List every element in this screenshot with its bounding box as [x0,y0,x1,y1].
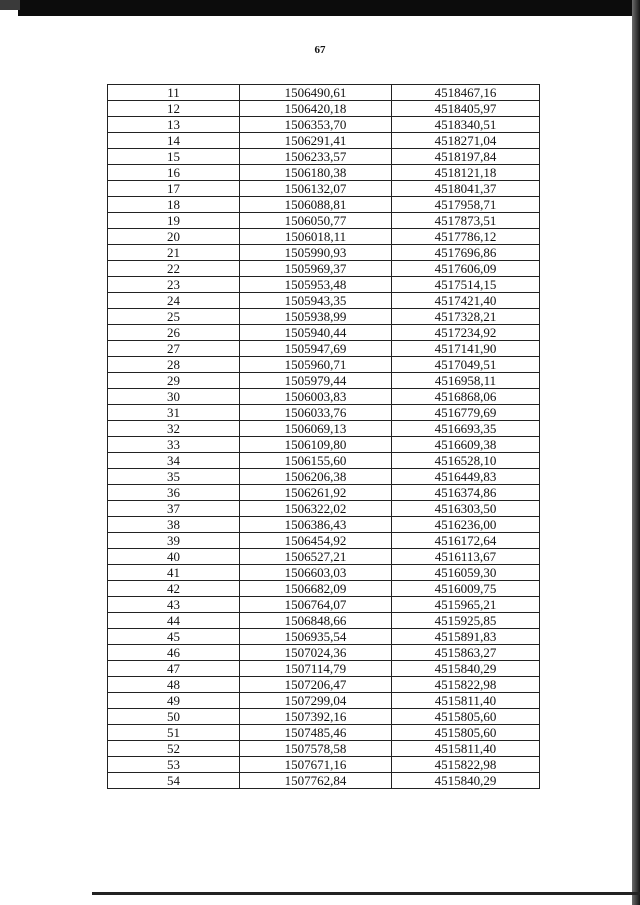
y-coordinate-cell: 4515925,85 [392,613,540,629]
point-number-cell: 48 [108,677,240,693]
table-row [108,453,540,469]
x-coordinate-cell: 1505960,71 [240,357,392,373]
table-row [108,741,540,757]
scan-border-top [18,0,640,16]
point-number-cell: 29 [108,373,240,389]
y-coordinate-cell: 4516693,35 [392,421,540,437]
point-number-cell: 43 [108,597,240,613]
table-row [108,245,540,261]
x-coordinate-cell: 1505940,44 [240,325,392,341]
table-row [108,517,540,533]
point-number-cell: 21 [108,245,240,261]
table-row [108,325,540,341]
y-coordinate-cell: 4515840,29 [392,661,540,677]
table-row [108,85,540,101]
x-coordinate-cell: 1507578,58 [240,741,392,757]
table-row [108,725,540,741]
x-coordinate-cell: 1507206,47 [240,677,392,693]
point-number-cell: 34 [108,453,240,469]
point-number-cell: 17 [108,181,240,197]
x-coordinate-cell: 1506322,02 [240,501,392,517]
table-row [108,117,540,133]
point-number-cell: 11 [108,85,240,101]
table-row [108,613,540,629]
table-row [108,373,540,389]
y-coordinate-cell: 4517958,71 [392,197,540,213]
y-coordinate-cell: 4517873,51 [392,213,540,229]
table-row [108,533,540,549]
y-coordinate-cell: 4515891,83 [392,629,540,645]
x-coordinate-cell: 1506132,07 [240,181,392,197]
coordinates-table-body [108,85,540,789]
x-coordinate-cell: 1506454,92 [240,533,392,549]
x-coordinate-cell: 1506033,76 [240,405,392,421]
y-coordinate-cell: 4517049,51 [392,357,540,373]
table-row [108,421,540,437]
x-coordinate-cell: 1506180,38 [240,165,392,181]
table-row [108,629,540,645]
y-coordinate-cell: 4518271,04 [392,133,540,149]
page-number: 67 [314,44,326,56]
y-coordinate-cell: 4515811,40 [392,693,540,709]
point-number-cell: 51 [108,725,240,741]
point-number-cell: 38 [108,517,240,533]
table-row [108,213,540,229]
table-row [108,469,540,485]
y-coordinate-cell: 4517606,09 [392,261,540,277]
y-coordinate-cell: 4516374,86 [392,485,540,501]
point-number-cell: 36 [108,485,240,501]
x-coordinate-cell: 1506050,77 [240,213,392,229]
table-row [108,501,540,517]
y-coordinate-cell: 4515811,40 [392,741,540,757]
point-number-cell: 30 [108,389,240,405]
x-coordinate-cell: 1506018,11 [240,229,392,245]
point-number-cell: 52 [108,741,240,757]
table-row [108,149,540,165]
y-coordinate-cell: 4517696,86 [392,245,540,261]
y-coordinate-cell: 4516059,30 [392,565,540,581]
y-coordinate-cell: 4516236,00 [392,517,540,533]
x-coordinate-cell: 1506261,92 [240,485,392,501]
table-row [108,757,540,773]
y-coordinate-cell: 4518197,84 [392,149,540,165]
y-coordinate-cell: 4515822,98 [392,757,540,773]
y-coordinate-cell: 4516172,64 [392,533,540,549]
table-row [108,709,540,725]
x-coordinate-cell: 1506109,80 [240,437,392,453]
y-coordinate-cell: 4517421,40 [392,293,540,309]
point-number-cell: 19 [108,213,240,229]
x-coordinate-cell: 1507114,79 [240,661,392,677]
point-number-cell: 15 [108,149,240,165]
y-coordinate-cell: 4515805,60 [392,725,540,741]
point-number-cell: 39 [108,533,240,549]
x-coordinate-cell: 1506527,21 [240,549,392,565]
point-number-cell: 26 [108,325,240,341]
table-row [108,197,540,213]
table-row [108,389,540,405]
point-number-cell: 12 [108,101,240,117]
y-coordinate-cell: 4516868,06 [392,389,540,405]
x-coordinate-cell: 1506764,07 [240,597,392,613]
point-number-cell: 54 [108,773,240,789]
point-number-cell: 18 [108,197,240,213]
table-row [108,773,540,789]
table-row [108,677,540,693]
x-coordinate-cell: 1505947,69 [240,341,392,357]
point-number-cell: 13 [108,117,240,133]
point-number-cell: 44 [108,613,240,629]
point-number-cell: 24 [108,293,240,309]
table-row [108,309,540,325]
point-number-cell: 20 [108,229,240,245]
scan-border-corner [0,0,20,10]
point-number-cell: 46 [108,645,240,661]
y-coordinate-cell: 4515965,21 [392,597,540,613]
table-row [108,133,540,149]
y-coordinate-cell: 4516449,83 [392,469,540,485]
y-coordinate-cell: 4518405,97 [392,101,540,117]
table-row [108,693,540,709]
x-coordinate-cell: 1505938,99 [240,309,392,325]
table-row [108,597,540,613]
table-row [108,261,540,277]
y-coordinate-cell: 4515822,98 [392,677,540,693]
y-coordinate-cell: 4516528,10 [392,453,540,469]
table-row [108,661,540,677]
table-row [108,357,540,373]
y-coordinate-cell: 4517514,15 [392,277,540,293]
table-row [108,229,540,245]
x-coordinate-cell: 1506420,18 [240,101,392,117]
x-coordinate-cell: 1506206,38 [240,469,392,485]
table-row [108,485,540,501]
x-coordinate-cell: 1507299,04 [240,693,392,709]
x-coordinate-cell: 1505969,37 [240,261,392,277]
x-coordinate-cell: 1506291,41 [240,133,392,149]
x-coordinate-cell: 1506353,70 [240,117,392,133]
x-coordinate-cell: 1507392,16 [240,709,392,725]
point-number-cell: 37 [108,501,240,517]
x-coordinate-cell: 1506682,09 [240,581,392,597]
y-coordinate-cell: 4518121,18 [392,165,540,181]
table-row [108,565,540,581]
coordinates-table [107,84,540,789]
table-row [108,165,540,181]
x-coordinate-cell: 1506490,61 [240,85,392,101]
y-coordinate-cell: 4516609,38 [392,437,540,453]
point-number-cell: 53 [108,757,240,773]
x-coordinate-cell: 1505953,48 [240,277,392,293]
y-coordinate-cell: 4518467,16 [392,85,540,101]
table-row [108,277,540,293]
x-coordinate-cell: 1507024,36 [240,645,392,661]
point-number-cell: 35 [108,469,240,485]
table-row [108,293,540,309]
point-number-cell: 23 [108,277,240,293]
y-coordinate-cell: 4517328,21 [392,309,540,325]
y-coordinate-cell: 4515840,29 [392,773,540,789]
x-coordinate-cell: 1507671,16 [240,757,392,773]
table-row [108,645,540,661]
scan-border-right [632,0,640,905]
point-number-cell: 32 [108,421,240,437]
y-coordinate-cell: 4516009,75 [392,581,540,597]
point-number-cell: 42 [108,581,240,597]
y-coordinate-cell: 4518340,51 [392,117,540,133]
x-coordinate-cell: 1506003,83 [240,389,392,405]
x-coordinate-cell: 1507762,84 [240,773,392,789]
y-coordinate-cell: 4516958,11 [392,373,540,389]
x-coordinate-cell: 1506848,66 [240,613,392,629]
point-number-cell: 31 [108,405,240,421]
x-coordinate-cell: 1505979,44 [240,373,392,389]
y-coordinate-cell: 4517141,90 [392,341,540,357]
x-coordinate-cell: 1506088,81 [240,197,392,213]
table-row [108,437,540,453]
x-coordinate-cell: 1506386,43 [240,517,392,533]
point-number-cell: 16 [108,165,240,181]
y-coordinate-cell: 4516779,69 [392,405,540,421]
point-number-cell: 27 [108,341,240,357]
point-number-cell: 22 [108,261,240,277]
x-coordinate-cell: 1507485,46 [240,725,392,741]
point-number-cell: 41 [108,565,240,581]
point-number-cell: 28 [108,357,240,373]
y-coordinate-cell: 4515805,60 [392,709,540,725]
table-row [108,405,540,421]
x-coordinate-cell: 1506233,57 [240,149,392,165]
point-number-cell: 49 [108,693,240,709]
point-number-cell: 47 [108,661,240,677]
x-coordinate-cell: 1506155,60 [240,453,392,469]
scan-border-bottom [92,892,640,895]
x-coordinate-cell: 1505990,93 [240,245,392,261]
y-coordinate-cell: 4518041,37 [392,181,540,197]
y-coordinate-cell: 4517234,92 [392,325,540,341]
y-coordinate-cell: 4516303,50 [392,501,540,517]
x-coordinate-cell: 1506069,13 [240,421,392,437]
point-number-cell: 25 [108,309,240,325]
y-coordinate-cell: 4516113,67 [392,549,540,565]
x-coordinate-cell: 1506603,03 [240,565,392,581]
x-coordinate-cell: 1506935,54 [240,629,392,645]
point-number-cell: 50 [108,709,240,725]
table-row [108,549,540,565]
y-coordinate-cell: 4515863,27 [392,645,540,661]
point-number-cell: 14 [108,133,240,149]
table-row [108,581,540,597]
point-number-cell: 33 [108,437,240,453]
point-number-cell: 45 [108,629,240,645]
y-coordinate-cell: 4517786,12 [392,229,540,245]
table-row [108,181,540,197]
table-row [108,101,540,117]
x-coordinate-cell: 1505943,35 [240,293,392,309]
table-row [108,341,540,357]
point-number-cell: 40 [108,549,240,565]
